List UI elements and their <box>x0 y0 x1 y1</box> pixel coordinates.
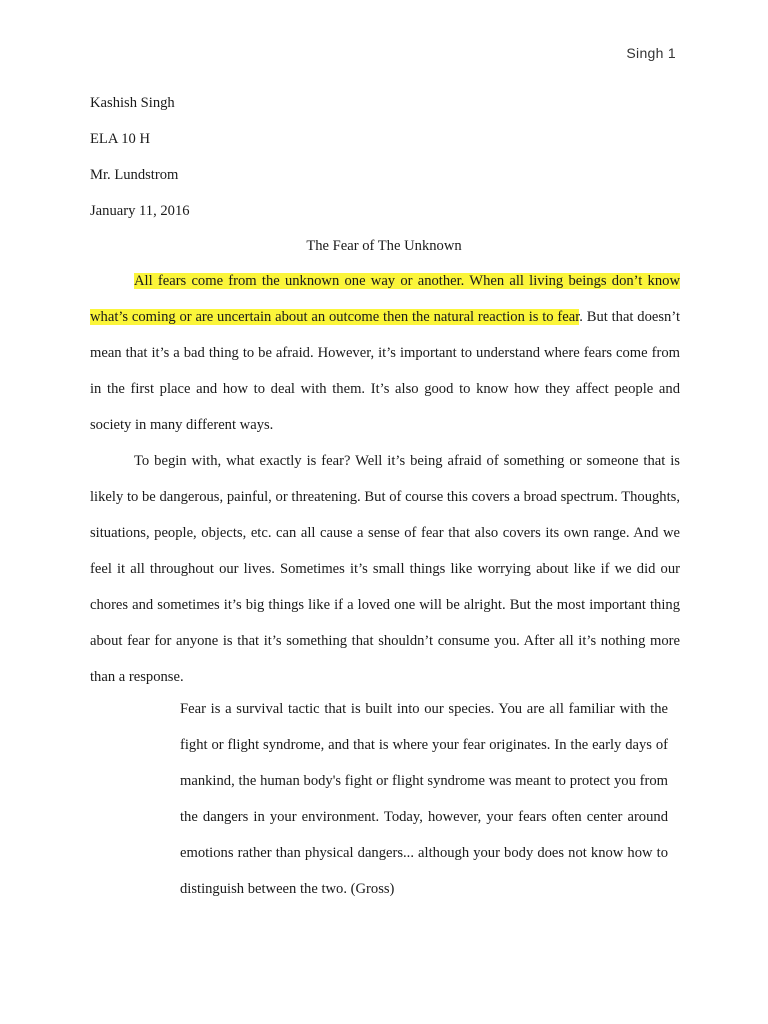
paragraph-intro-rest: . But that doesn’t mean that it’s a bad thing to be afraid. However, it’s important to understand where fears come from in the first place and how to deal with them. It’s also good to know how they affect people and society in many different ways. <box>90 309 680 433</box>
block-quote: Fear is a survival tactic that is built into our species. You are all familiar with the fight or flight syndrome, and that is where your fear originates. In the early days of mankind, the human body's fight or flight syndrome was meant to protect you from the dangers in your environment. Today, however, your fears often center around emotions rather than physical dangers... although your body does not know how to distinguish between the two. (Gross) <box>180 701 668 897</box>
teacher-name: Mr. Lundstrom <box>90 167 179 183</box>
student-name: Kashish Singh <box>90 95 175 111</box>
essay-title: The Fear of The Unknown <box>306 238 462 254</box>
paragraph-intro <box>90 263 680 443</box>
highlighted-thesis: All fears come from the unknown one way or another. When all living beings don’t know what’s coming or are uncertain about an outcome then the natural reaction is to fear <box>90 273 680 325</box>
essay-date: January 11, 2016 <box>90 203 190 219</box>
running-head: Singh 1 <box>626 45 676 61</box>
course-name: ELA 10 H <box>90 131 150 147</box>
paragraph-body: To begin with, what exactly is fear? Well it’s being afraid of something or someone that is likely to be dangerous, painful, or threatening. But of course this covers a broad spectrum. Thoughts, situations, people, objects, etc. can all cause a sense of fear that also covers its own range. And we feel it all throughout our lives. Sometimes it’s small things like worrying about like if we did our chores and sometimes it’s big things like if a loved one will be alright. But the most important thing about fear for anyone is that it’s something that shouldn’t consume you. After all it’s nothing more than a response. <box>90 453 680 685</box>
